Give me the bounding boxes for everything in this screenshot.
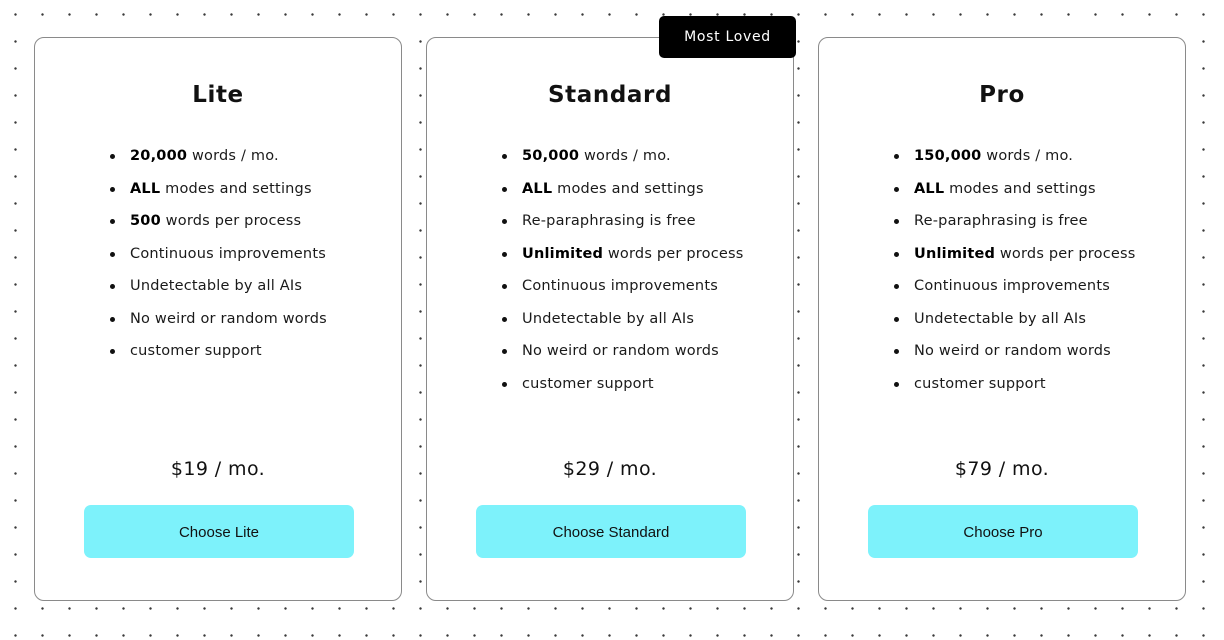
choose-standard-button[interactable]: Choose Standard xyxy=(476,505,746,558)
bullet-icon xyxy=(894,349,899,354)
bullet-icon xyxy=(110,349,115,354)
bullet-icon xyxy=(894,284,899,289)
feature-list xyxy=(502,140,744,400)
feature-list xyxy=(894,140,1136,400)
feature-item: Undetectable by all AIs xyxy=(894,303,1136,336)
plan-title: Lite xyxy=(192,82,244,108)
feature-item: customer support xyxy=(110,335,327,368)
bullet-icon xyxy=(894,317,899,322)
bullet-icon xyxy=(894,187,899,192)
bullet-icon xyxy=(894,219,899,224)
feature-item: 150,000 words / mo. xyxy=(894,140,1136,173)
bullet-icon xyxy=(502,154,507,159)
feature-item: Continuous improvements xyxy=(502,270,744,303)
feature-item: ALL modes and settings xyxy=(894,173,1136,206)
feature-item: Undetectable by all AIs xyxy=(110,270,327,303)
bullet-icon xyxy=(110,187,115,192)
most-loved-badge: Most Loved xyxy=(659,16,796,58)
bullet-icon xyxy=(894,382,899,387)
feature-item: Continuous improvements xyxy=(110,238,327,271)
feature-item: Continuous improvements xyxy=(894,270,1136,303)
bullet-icon xyxy=(502,187,507,192)
bullet-icon xyxy=(502,219,507,224)
bullet-icon xyxy=(110,219,115,224)
feature-item: 20,000 words / mo. xyxy=(110,140,327,173)
feature-item: Undetectable by all AIs xyxy=(502,303,744,336)
bullet-icon xyxy=(894,252,899,257)
bullet-icon xyxy=(502,252,507,257)
plan-price: $19 / mo. xyxy=(170,458,266,480)
bullet-icon xyxy=(502,284,507,289)
plan-title: Pro xyxy=(979,82,1025,108)
plan-title: Standard xyxy=(547,82,673,108)
plan-card-pro xyxy=(818,37,1186,601)
feature-item: No weird or random words xyxy=(502,335,744,368)
feature-item: 50,000 words / mo. xyxy=(502,140,744,173)
plan-card-standard xyxy=(426,37,794,601)
feature-item: ALL modes and settings xyxy=(110,173,327,206)
feature-item: No weird or random words xyxy=(894,335,1136,368)
plan-price: $29 / mo. xyxy=(562,458,658,480)
bullet-icon xyxy=(110,154,115,159)
feature-item: customer support xyxy=(502,368,744,401)
feature-item: No weird or random words xyxy=(110,303,327,336)
feature-item: Re-paraphrasing is free xyxy=(894,205,1136,238)
feature-item: ALL modes and settings xyxy=(502,173,744,206)
bullet-icon xyxy=(110,252,115,257)
feature-item: 500 words per process xyxy=(110,205,327,238)
plan-card-lite xyxy=(34,37,402,601)
feature-item: customer support xyxy=(894,368,1136,401)
bullet-icon xyxy=(502,317,507,322)
feature-item: Re-paraphrasing is free xyxy=(502,205,744,238)
bullet-icon xyxy=(502,349,507,354)
feature-item: Unlimited words per process xyxy=(502,238,744,271)
choose-lite-button[interactable]: Choose Lite xyxy=(84,505,354,558)
bullet-icon xyxy=(894,154,899,159)
bullet-icon xyxy=(110,317,115,322)
plan-price: $79 / mo. xyxy=(954,458,1050,480)
choose-pro-button[interactable]: Choose Pro xyxy=(868,505,1138,558)
bullet-icon xyxy=(110,284,115,289)
feature-list xyxy=(110,140,327,368)
bullet-icon xyxy=(502,382,507,387)
feature-item: Unlimited words per process xyxy=(894,238,1136,271)
